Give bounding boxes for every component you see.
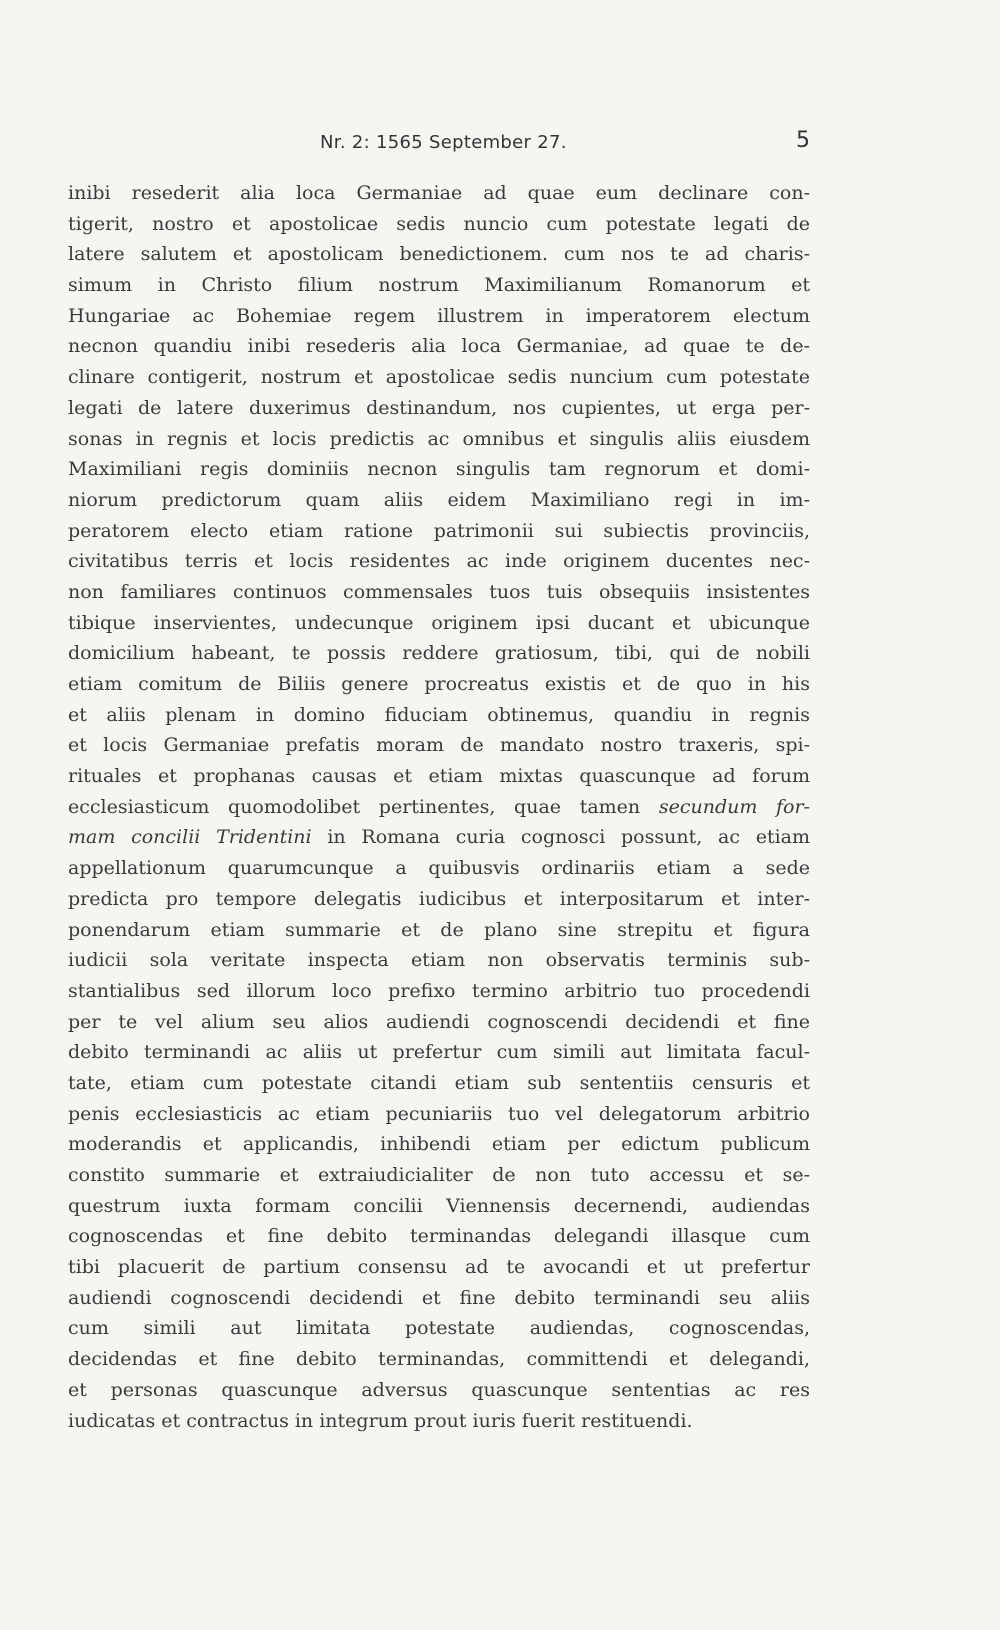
text-segment: simum in Christo filium nostrum Maximilianum Romanorum et [68,274,810,297]
text-line [68,638,810,669]
text-segment: tate, etiam cum potestate citandi etiam sub sententiis censuris et [68,1071,810,1094]
text-segment: penis ecclesiasticis ac etiam pecuniariis tuo vel delegatorum arbitrio [68,1102,810,1125]
text-line [68,424,810,455]
text-line [68,822,810,853]
text-segment: appellationum quarumcunque a quibusvis ordinariis etiam a sede [68,857,810,880]
text-line [68,1037,810,1068]
text-segment: niorum predictorum quam aliis eidem Maximiliano regi in im- [68,488,810,511]
text-line [68,178,810,209]
text-line [68,730,810,761]
text-segment: rituales et prophanas causas et etiam mixtas quascunque ad forum [68,765,810,788]
text-segment: in Romana curia cognosci possunt, ac etiam [311,826,810,849]
text-line [68,1191,810,1222]
text-line [68,209,810,240]
text-line [68,1406,810,1437]
text-segment: constito summarie et extraiudicialiter de non tuto accessu et se- [68,1164,810,1186]
text-line [68,915,810,946]
text-line [68,945,810,976]
text-line [68,1160,810,1191]
text-segment: decidendas et fine debito terminandas, committendi et delegandi, [68,1348,810,1371]
text-segment: iudicatas et contractus in integrum prout iuris fuerit restituendi. [68,1409,693,1432]
running-head [68,128,810,156]
text-segment: clinare contigerit, nostrum et apostolicae sedis nuncium cum potestate [68,366,810,389]
text-line [68,239,810,270]
text-line [68,485,810,516]
text-segment: et aliis plenam in domino fiduciam obtinemus, quandiu in regnis [68,703,810,726]
text-line [68,1344,810,1375]
text-segment: tigerit, nostro et apostolicae sedis nuncio cum potestate legati de [68,212,810,235]
text-line [68,884,810,915]
text-line [68,454,810,485]
text-line [68,1007,810,1038]
text-segment: peratorem electo etiam ratione patrimonii sui subiectis provinciis, [68,519,810,542]
text-line [68,1099,810,1130]
text-line [68,1283,810,1314]
text-segment: inibi resederit alia loca Germaniae ad quae eum declinare con- [68,182,810,204]
text-line [68,1129,810,1160]
text-line [68,270,810,301]
text-segment: moderandis et applicandis, inhibendi etiam per edictum publicum [68,1133,810,1156]
text-segment: ecclesiasticum quomodolibet pertinentes, quae tamen [68,795,659,818]
body-text [68,178,810,1436]
text-line [68,669,810,700]
text-segment: debito terminandi ac aliis ut prefertur cum simili aut limitata facul- [68,1041,810,1064]
text-line [68,700,810,731]
running-title: Nr. 2: 1565 September 27. [320,132,567,153]
text-line [68,393,810,424]
text-line [68,577,810,608]
text-line [68,853,810,884]
italic-segment: mam concilii Tridentini [68,826,312,849]
text-segment: questrum iuxta formam concilii Viennensis decernendi, audiendas [68,1194,810,1217]
text-line [68,976,810,1007]
text-segment: cum simili aut limitata potestate audiendas, cognoscendas, [68,1317,810,1340]
text-line [68,761,810,792]
text-segment: etiam comitum de Biliis genere procreatus existis et de quo in his [68,673,810,695]
text-segment: tibi placuerit de partium consensu ad te avocandi et ut prefertur [68,1256,810,1279]
text-line [68,1068,810,1099]
text-segment: latere salutem et apostolicam benedictionem. cum nos te ad charis- [68,243,810,266]
text-segment: cognoscendas et fine debito terminandas delegandi illasque cum [68,1225,810,1248]
italic-segment: secundum for- [658,795,810,818]
text-segment: et locis Germaniae prefatis moram de mandato nostro traxeris, spi- [68,734,810,757]
text-segment: Hungariae ac Bohemiae regem illustrem in imperatorem electum [68,304,810,327]
text-segment: legati de latere duxerimus destinandum, nos cupientes, ut erga per- [68,396,810,419]
text-segment: sonas in regnis et locis predictis ac omnibus et singulis aliis eiusdem [68,427,810,450]
text-line [68,546,810,577]
text-line [68,608,810,639]
text-segment: tibique inservientes, undecunque originem ipsi ducant et ubicunque [68,611,810,634]
text-segment: Maximiliani regis dominiis necnon singulis tam regnorum et domi- [68,458,810,481]
text-segment: predicta pro tempore delegatis iudicibus et interpositarum et inter- [68,887,810,910]
text-line [68,1313,810,1344]
text-line [68,1252,810,1283]
text-line [68,1375,810,1406]
text-segment: necnon quandiu inibi resederis alia loca Germaniae, ad quae te de- [68,335,810,358]
text-line [68,792,810,823]
text-segment: iudicii sola veritate inspecta etiam non observatis terminis sub- [68,949,810,972]
text-line [68,362,810,393]
text-line [68,516,810,547]
page-number: 5 [796,128,810,153]
text-segment: et personas quascunque adversus quascunque sententias ac res [68,1378,810,1401]
text-segment: stantialibus sed illorum loco prefixo termino arbitrio tuo procedendi [68,979,810,1002]
text-line [68,301,810,332]
text-line [68,1221,810,1252]
text-line [68,331,810,362]
text-segment: per te vel alium seu alios audiendi cognoscendi decidendi et fine [68,1010,810,1033]
text-segment: domicilium habeant, te possis reddere gratiosum, tibi, qui de nobili [68,642,810,665]
text-segment: ponendarum etiam summarie et de plano sine strepitu et figura [68,918,810,941]
text-segment: audiendi cognoscendi decidendi et fine debito terminandi seu aliis [68,1286,810,1309]
text-segment: non familiares continuos commensales tuos tuis obsequiis insistentes [68,580,810,603]
text-segment: civitatibus terris et locis residentes ac inde originem ducentes nec- [68,550,810,573]
